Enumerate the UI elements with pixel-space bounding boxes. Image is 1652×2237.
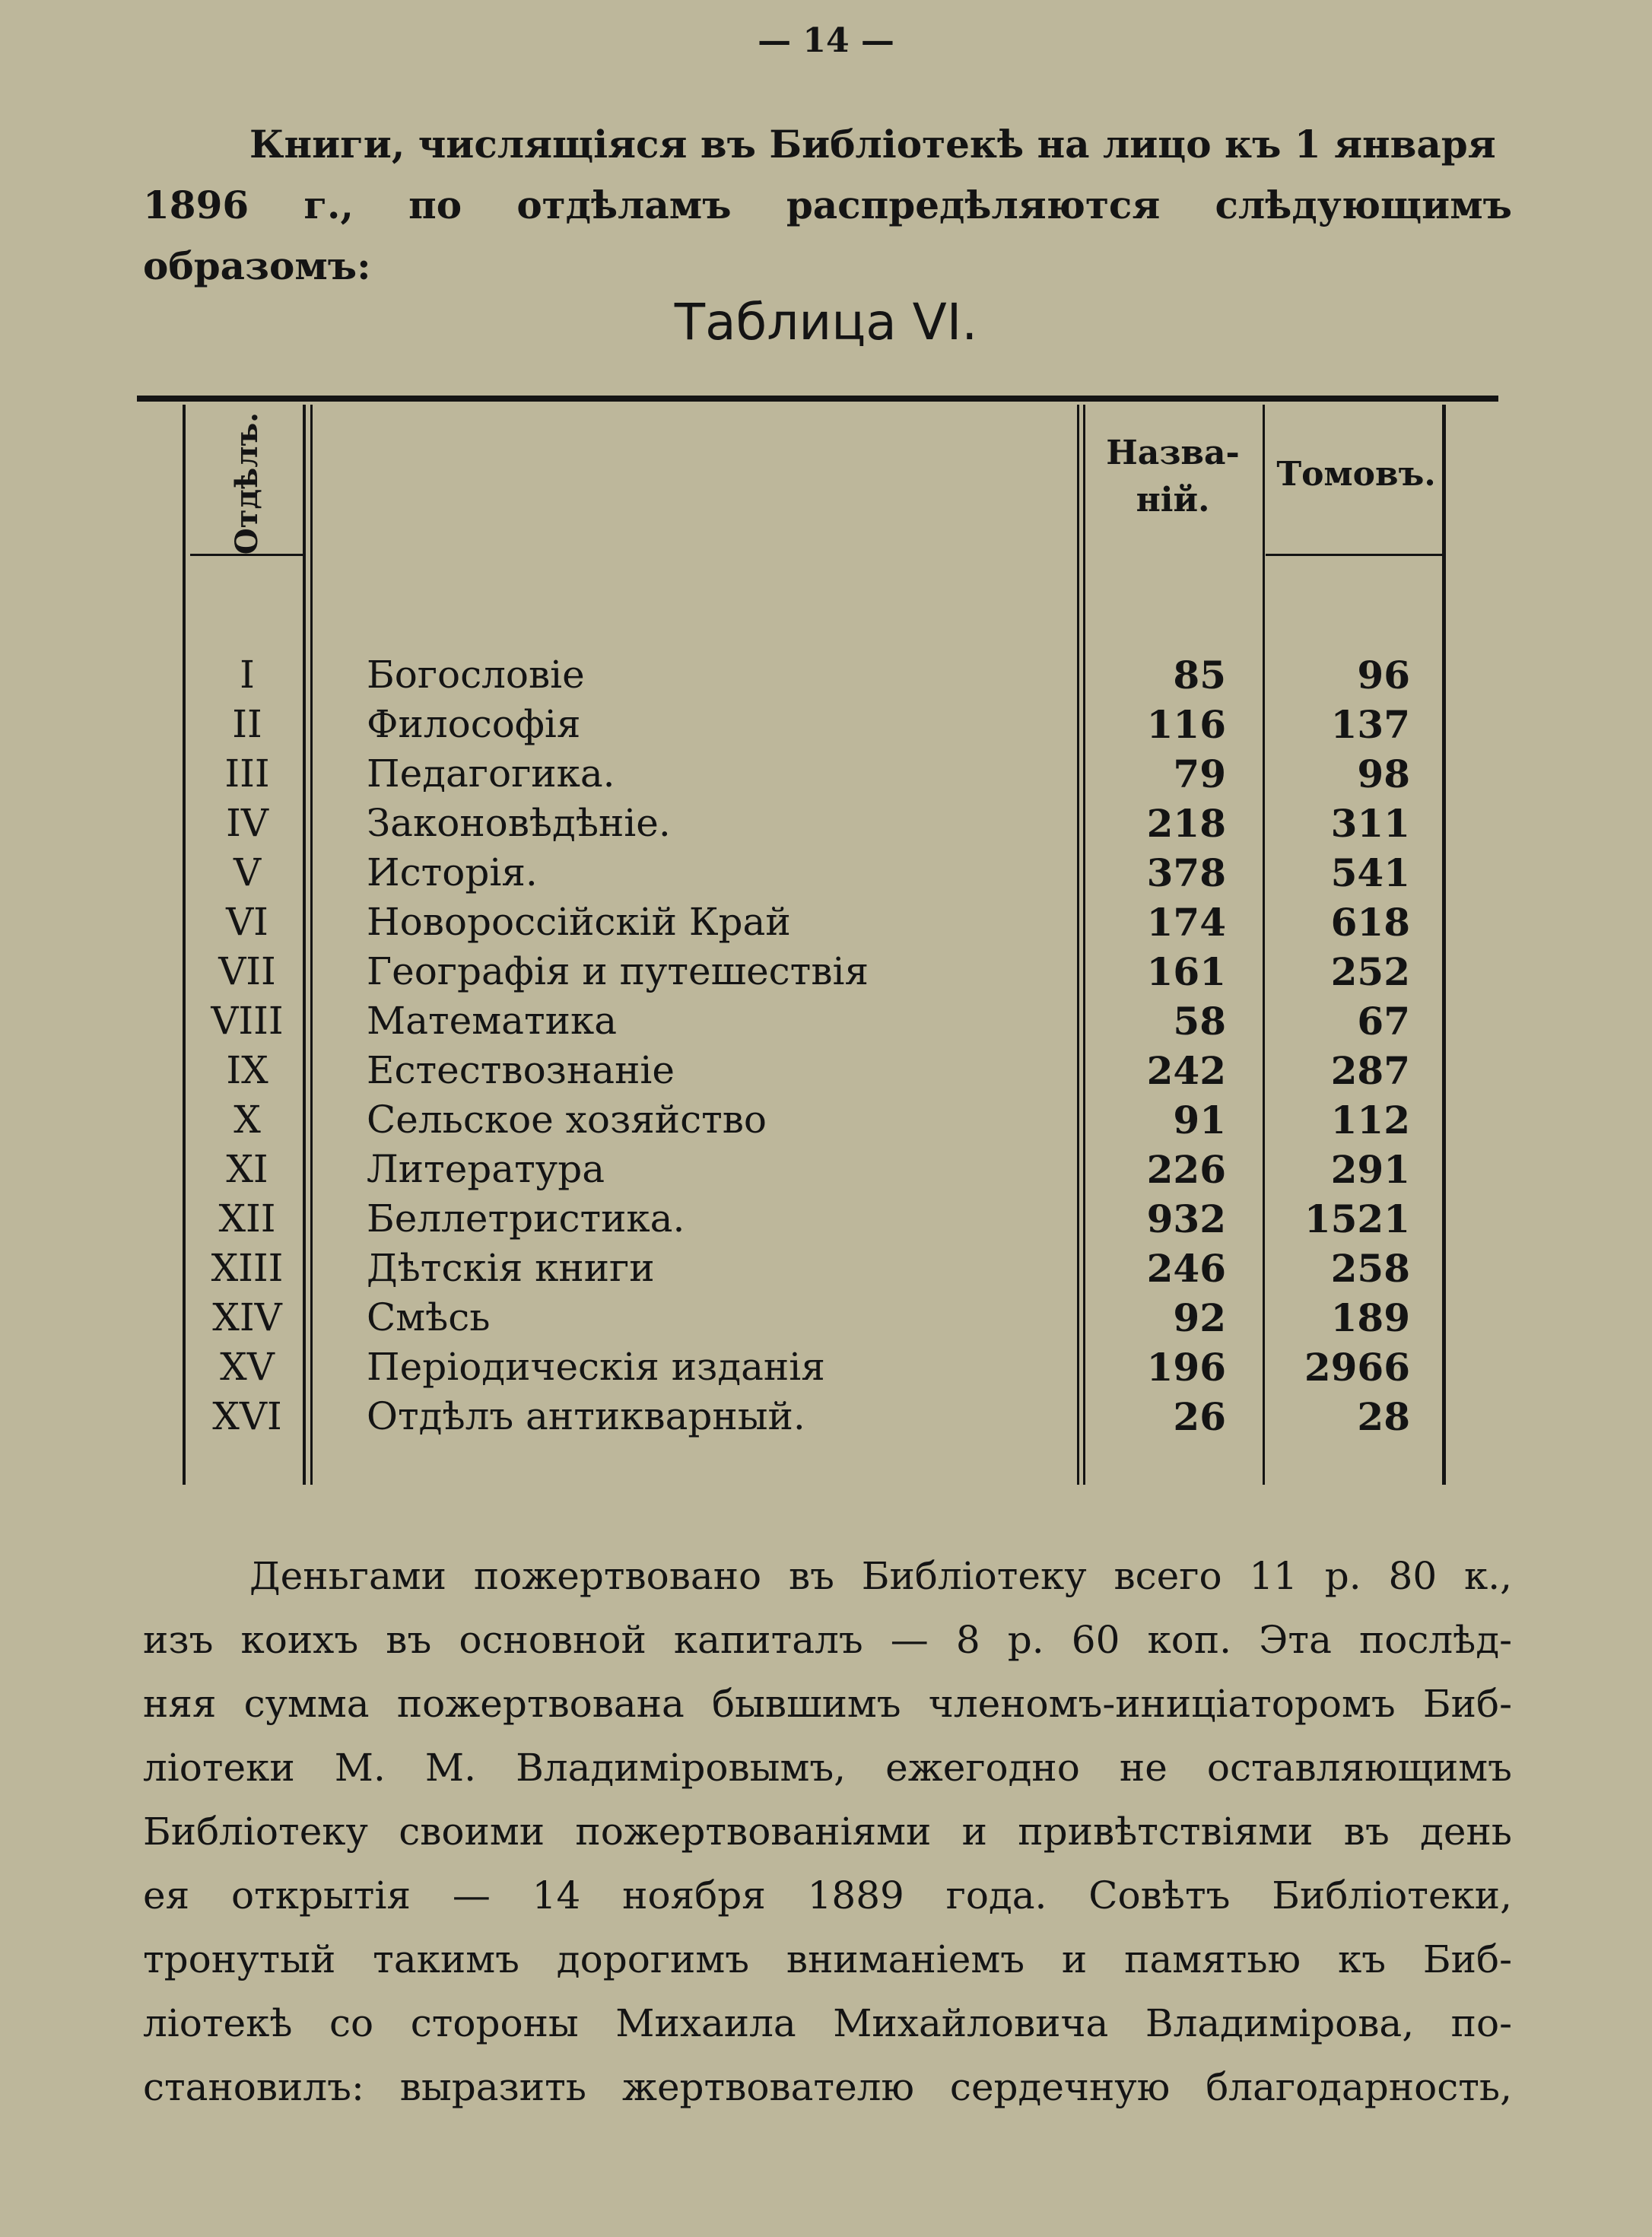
row-volumes-count: 98 [1357,751,1410,796]
row-titles-count: 91 [1173,1098,1226,1142]
body-line: ліотеки М. М. Владиміровымъ, ежегодно не оставляющимъ [143,1746,1512,1790]
row-department-name: Дѣтскія книги [367,1246,655,1290]
row-volumes-count: 252 [1330,949,1410,994]
row-volumes-count: 189 [1330,1295,1410,1340]
table-row [0,1345,1652,1393]
table-row [0,1394,1652,1443]
row-department-name: Смѣсь [367,1295,491,1339]
header-department-label: Отдѣлъ. [229,411,265,554]
row-department-name: Естествознаніе [367,1048,675,1092]
row-department-number: II [232,702,262,746]
body-line: становилъ: выразить жертвователю сердечную благодарность, [143,2065,1512,2109]
row-volumes-count: 67 [1357,999,1410,1044]
intro-line: Книги, числящіяся въ Библіотекѣ на лицо къ 1 января [249,122,1496,167]
row-department-number: XV [220,1345,275,1389]
row-department-number: X [234,1098,261,1142]
row-department-name: Сельское хозяйство [367,1098,767,1142]
body-line: няя сумма пожертвована бывшимъ членомъ-иниціаторомъ Биб- [143,1682,1512,1726]
row-department-name: Исторія. [367,850,538,894]
row-titles-count: 226 [1146,1147,1226,1192]
row-titles-count: 246 [1146,1246,1226,1291]
row-titles-count: 218 [1146,801,1226,846]
row-volumes-count: 137 [1330,702,1410,747]
header-department [183,411,312,554]
row-department-name: Педагогика. [367,751,615,796]
row-titles-count: 378 [1146,850,1226,895]
row-department-number: VIII [211,999,284,1043]
row-volumes-count: 291 [1330,1147,1410,1192]
row-volumes-count: 28 [1357,1394,1410,1439]
row-titles-count: 26 [1173,1394,1226,1439]
row-department-name: Литература [367,1147,605,1191]
row-department-name: Географія и путешествія [367,949,869,993]
row-volumes-count: 258 [1330,1246,1410,1291]
row-volumes-count: 311 [1330,801,1410,846]
table-row [0,1098,1652,1146]
row-department-number: VI [226,900,268,944]
table-row [0,999,1652,1047]
row-titles-count: 174 [1146,900,1226,945]
row-volumes-count: 112 [1330,1098,1410,1142]
table-row [0,1048,1652,1097]
table-row [0,850,1652,899]
body-line: Библіотеку своими пожертвованіями и привѣтствіями въ день [143,1810,1512,1854]
body-line: ея открытія — 14 ноября 1889 года. Совѣтъ Библіотеки, [143,1873,1512,1918]
row-department-name: Математика [367,999,618,1043]
row-titles-count: 242 [1146,1048,1226,1093]
row-department-number: III [224,751,270,796]
intro-paragraph [143,114,1512,297]
intro-line: 1896 г., по отдѣламъ распредѣляются слѣдующимъ образомъ: [143,183,1512,288]
body-line: ліотекѣ со стороны Михаила Михайловича Владимірова, по- [143,2001,1512,2045]
row-department-name: Философія [367,702,581,746]
row-titles-count: 116 [1146,702,1226,747]
table-row [0,1295,1652,1344]
table-row [0,1196,1652,1245]
row-volumes-count: 96 [1357,653,1410,697]
header-volumes: Томовъ. [1276,455,1436,494]
table-row [0,702,1652,751]
table-row [0,1147,1652,1196]
row-titles-count: 92 [1173,1295,1226,1340]
body-line: тронутый такимъ дорогимъ вниманіемъ и памятью къ Биб- [143,1937,1512,1981]
row-titles-count: 85 [1173,653,1226,697]
row-volumes-count: 618 [1330,900,1410,945]
row-department-number: I [240,653,255,697]
table-row [0,900,1652,949]
row-department-name: Законовѣдѣніе. [367,801,671,845]
row-titles-count: 161 [1146,949,1226,994]
row-department-name: Богословіе [367,653,585,697]
row-department-number: XIV [212,1295,282,1339]
table-row [0,949,1652,998]
row-titles-count: 196 [1146,1345,1226,1390]
page-number: — 14 — [758,21,894,60]
header-titles-line2: ній. [1136,481,1210,520]
table-row [0,1246,1652,1295]
body-paragraph [143,1544,1512,2119]
row-department-number: XVI [212,1394,282,1438]
header-underline-values [1266,554,1442,556]
header-titles-line1: Назва- [1106,434,1240,472]
row-department-name: Беллетристика. [367,1196,685,1241]
row-department-number: V [233,850,262,894]
table-top-rule [137,396,1498,402]
row-department-number: IV [226,801,268,845]
table-row [0,653,1652,701]
row-volumes-count: 541 [1330,850,1410,895]
table-row [0,751,1652,800]
table-row [0,801,1652,850]
row-titles-count: 79 [1173,751,1226,796]
body-line: изъ коихъ въ основной капиталъ — 8 р. 60 коп. Эта послѣд- [143,1618,1512,1662]
table-title: Таблица VI. [674,293,978,351]
row-volumes-count: 2966 [1304,1345,1410,1390]
row-department-name: Отдѣлъ антикварный. [367,1394,805,1438]
row-department-number: IX [226,1048,268,1092]
row-department-name: Новороссійскій Край [367,900,791,944]
row-volumes-count: 1521 [1304,1196,1410,1241]
row-titles-count: 932 [1146,1196,1226,1241]
row-titles-count: 58 [1173,999,1226,1044]
row-department-number: XI [226,1147,268,1191]
row-volumes-count: 287 [1330,1048,1410,1093]
row-department-name: Періодическія изданія [367,1345,825,1389]
row-department-number: VII [218,949,276,993]
body-line: Деньгами пожертвовано въ Библіотеку всего 11 р. 80 к., [249,1554,1512,1598]
header-titles [1082,430,1264,524]
row-department-number: XIII [211,1246,284,1290]
row-department-number: XII [218,1196,276,1241]
